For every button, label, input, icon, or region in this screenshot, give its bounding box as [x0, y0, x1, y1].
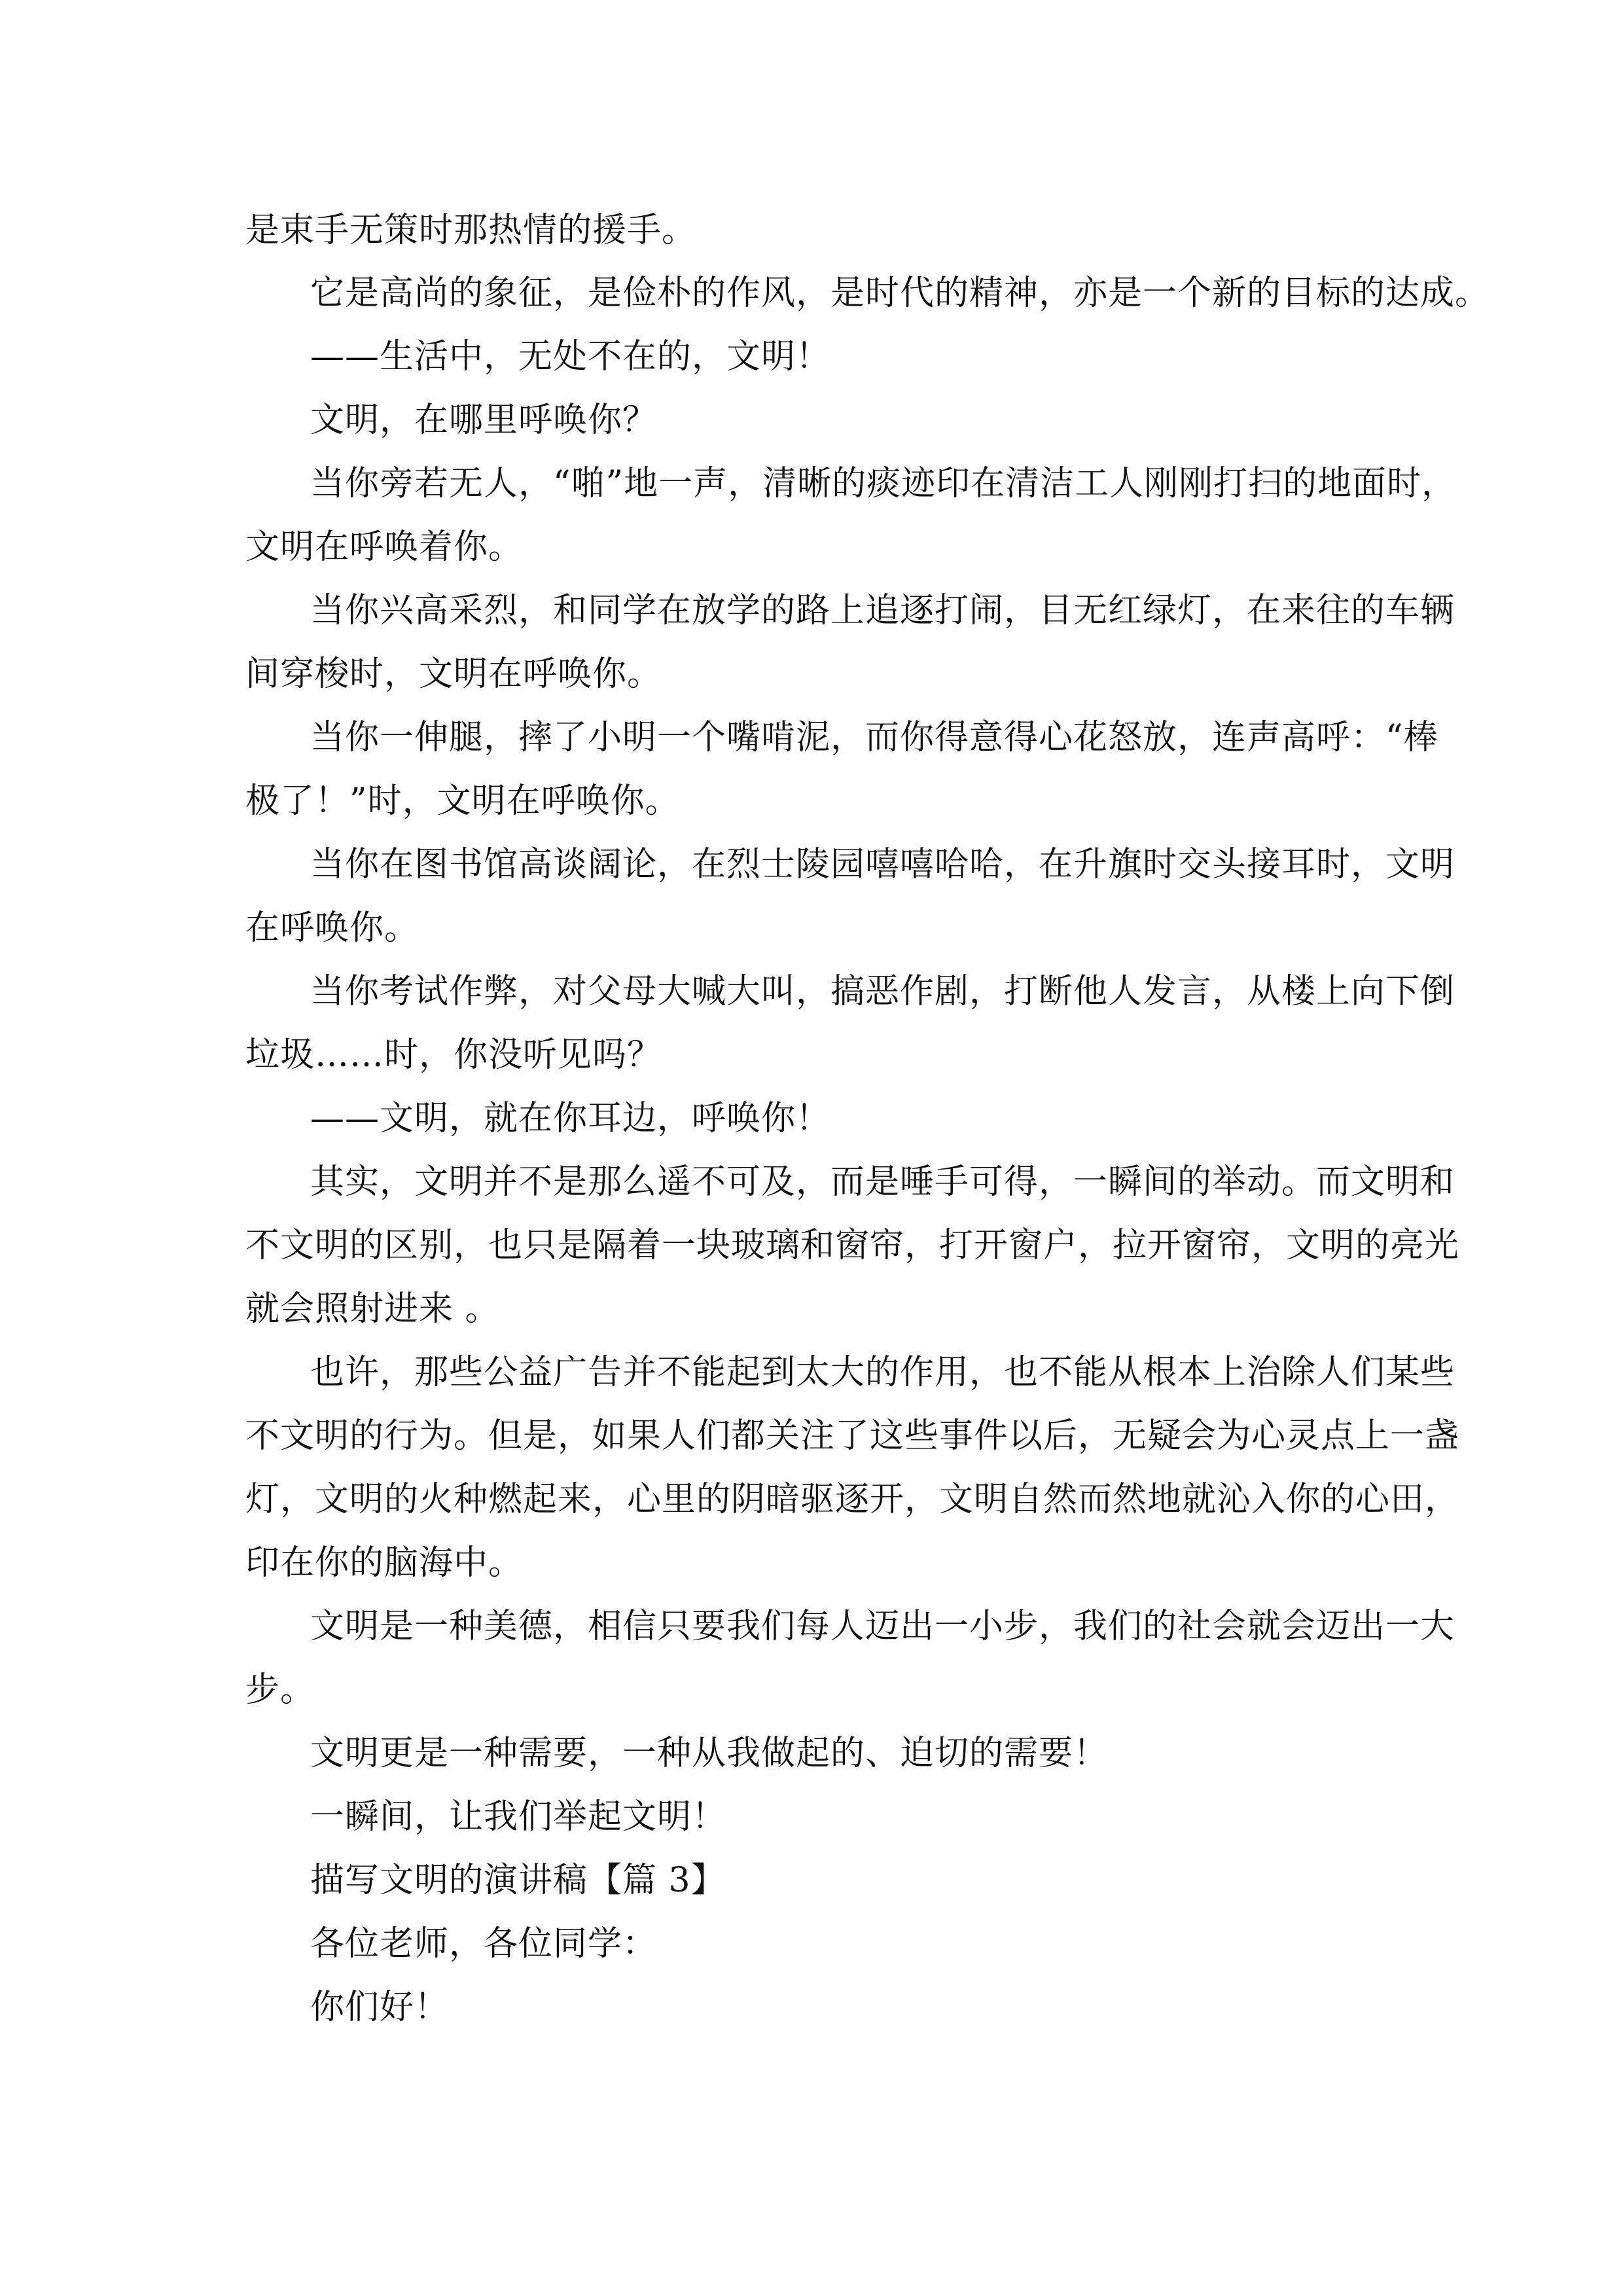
text-line: 就会照射进来 。: [245, 1289, 500, 1329]
text-line: 它是高尚的象征，是俭朴的作风，是时代的精神，亦是一个新的目标的达成。: [310, 274, 1490, 313]
text-line: 文明，在哪里呼唤你？: [310, 401, 658, 440]
text-line: ——文明，就在你耳边，呼唤你！: [310, 1099, 831, 1138]
text-line: 不文明的区别，也只是隔着一块玻璃和窗帘，打开窗户，拉开窗帘，文明的亮光: [245, 1226, 1460, 1265]
text-line: 当你在图书馆高谈阔论，在烈士陵园嘻嘻哈哈，在升旗时交头接耳时，文明: [310, 845, 1455, 884]
section-heading: 描写文明的演讲稿【篇 3】: [310, 1861, 726, 1900]
text-line: 不文明的行为。但是，如果人们都关注了这些事件以后，无疑会为心灵点上一盏: [245, 1416, 1460, 1456]
text-line: 当你考试作弊，对父母大喊大叫，搞恶作剧，打断他人发言，从楼上向下倒: [310, 972, 1455, 1011]
text-line: 也许，那些公益广告并不能起到太大的作用，也不能从根本上治除人们某些: [310, 1353, 1455, 1392]
greeting: 你们好！: [310, 1988, 450, 2027]
text-line: 印在你的脑海中。: [245, 1543, 524, 1583]
text-line: 是束手无策时那热情的援手。: [245, 211, 697, 250]
text-line: 文明在呼唤着你。: [245, 528, 524, 567]
text-line: 极了！”时，文明在呼唤你。: [245, 781, 680, 821]
text-line: 步。: [245, 1670, 315, 1710]
text-line: 间穿梭时，文明在呼唤你。: [245, 655, 662, 694]
text-line: 当你兴高采烈，和同学在放学的路上追逐打闹，目无红绿灯，在来往的车辆: [310, 591, 1455, 630]
text-line: 其实，文明并不是那么遥不可及，而是唾手可得，一瞬间的举动。而文明和: [310, 1162, 1455, 1202]
text-line: 在呼唤你。: [245, 908, 419, 948]
salutation: 各位老师，各位同学：: [310, 1924, 658, 1964]
text-line: ——生活中，无处不在的，文明！: [310, 337, 831, 376]
text-line: 一瞬间，让我们举起文明！: [310, 1797, 727, 1837]
text-line: 灯，文明的火种燃起来，心里的阴暗驱逐开，文明自然而然地就沁入你的心田，: [245, 1480, 1460, 1519]
text-line: 垃圾……时，你没听见吗？: [245, 1035, 662, 1075]
text-line: 文明是一种美德，相信只要我们每人迈出一小步，我们的社会就会迈出一大: [310, 1607, 1455, 1646]
text-line: 当你旁若无人，“啪”地一声，清晰的痰迹印在清洁工人刚刚打扫的地面时，: [310, 464, 1457, 503]
text-line: 当你一伸腿，摔了小明一个嘴啃泥，而你得意得心花怒放，连声高呼：“棒: [310, 718, 1438, 757]
text-line: 文明更是一种需要，一种从我做起的、迫切的需要！: [310, 1734, 1109, 1773]
